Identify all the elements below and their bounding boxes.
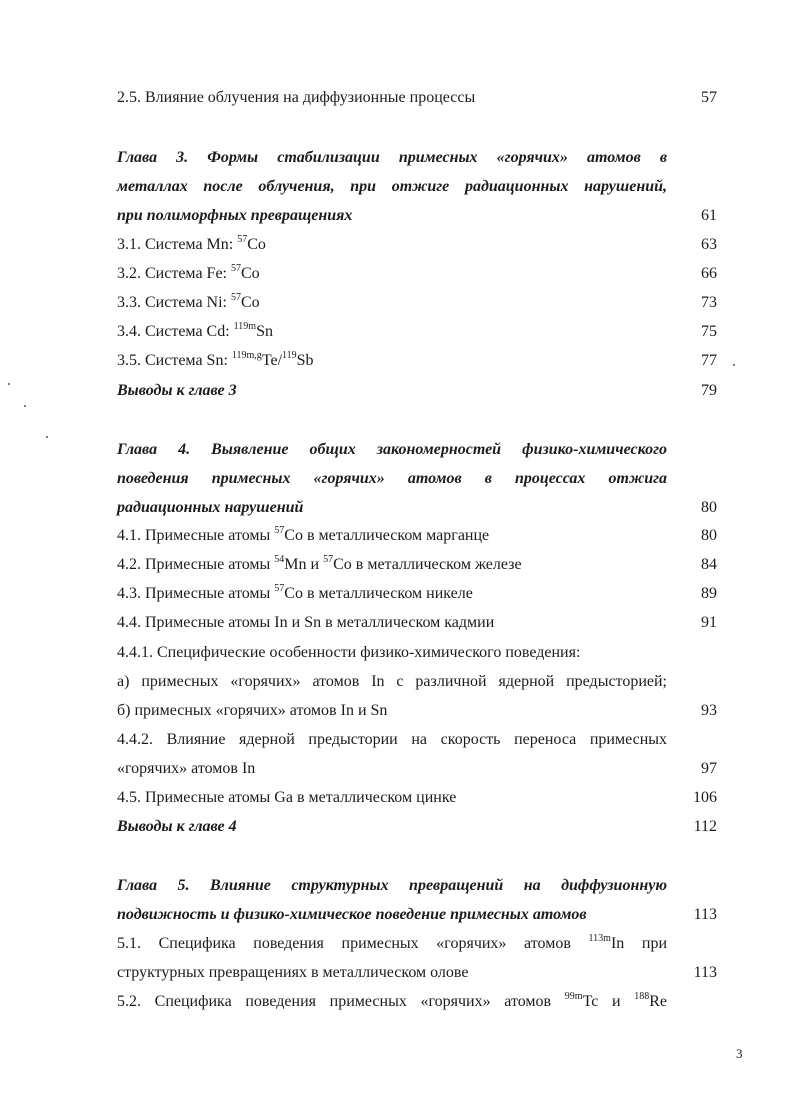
toc-page-5-1: 113 [693, 964, 717, 981]
toc-page-4-1: 80 [701, 527, 717, 544]
toc-entry-5-2-line-1: 5.2. Специфика поведения примесных «горячих» атомов $^{99m}$Tc и $^{188}$Re [117, 990, 667, 1010]
toc-page-4-4: 91 [701, 614, 717, 631]
toc-entry-2-5: 2.5. Влияние облучения на диффузионные процессы [117, 89, 476, 106]
chapter-5-title-line-2: подвижность и физико-химическое поведение примесных атомов [117, 906, 587, 923]
toc-page-concl4: 112 [693, 818, 717, 835]
chapter-3-conclusions: Выводы к главе 3 [117, 382, 237, 399]
scan-speck [733, 364, 735, 366]
toc-entry-4-1: 4.1. Примесные атомы $^{57}$Co в металлическом марганце [117, 524, 490, 544]
toc-page-3-3: 73 [701, 294, 717, 311]
chapter-5-title-line-1: Глава 5. Влияние структурных превращений на диффузионную [117, 877, 667, 894]
toc-page-4-4-1: 93 [701, 702, 717, 719]
scan-speck [46, 436, 48, 438]
toc-entry-4-5: 4.5. Примесные атомы Ga в металлическом цинке [117, 789, 457, 806]
toc-page-3-2: 66 [701, 265, 717, 282]
toc-entry-3-2: 3.2. Система Fe: $^{57}$Co [117, 262, 260, 282]
toc-entry-4-4-1-line-2: а) примесных «горячих» атомов In с различной ядерной предысторией; [117, 673, 667, 690]
toc-entry-4-4-1-line-1: 4.4.1. Специфические особенности физико-химического поведения: [117, 644, 581, 661]
toc-page-3-4: 75 [701, 323, 717, 340]
toc-entry-4-2: 4.2. Примесные атомы $^{54}$Mn и $^{57}$Co в металлическом железе [117, 553, 522, 573]
toc-page-concl3: 79 [701, 382, 717, 399]
scan-speck [24, 405, 26, 407]
toc-entry-4-4-1-line-3: б) примесных «горячих» атомов In и Sn [117, 702, 388, 719]
toc-entry-4-4: 4.4. Примесные атомы In и Sn в металлическом кадмии [117, 614, 495, 631]
chapter-3-title-line-2: металлах после облучения, при отжиге радиационных нарушений, [117, 178, 667, 195]
toc-page-ch3: 61 [701, 207, 717, 224]
page-number: 3 [736, 1046, 743, 1061]
toc-entry-3-1: 3.1. Система Mn: $^{57}$Co [117, 233, 266, 253]
toc-entry-5-1-line-2: структурных превращениях в металлическом олове [117, 964, 469, 981]
chapter-3-title-line-3: при полиморфных превращениях [117, 207, 353, 224]
toc-page-4-4-2: 97 [701, 760, 717, 777]
chapter-4-title-line-3: радиационных нарушений [117, 499, 304, 516]
toc-entry-4-4-2-line-1: 4.4.2. Влияние ядерной предыстории на скорость переноса примесных [117, 731, 667, 748]
toc-page-3-5: 77 [701, 352, 717, 369]
toc-entry-3-5: 3.5. Система Sn: $^{119m,g}$Te/$^{119}$Sb [117, 349, 314, 369]
toc-page-ch5: 113 [693, 906, 717, 923]
chapter-4-title-line-1: Глава 4. Выявление общих закономерностей физико-химического [117, 441, 667, 458]
chapter-4-conclusions: Выводы к главе 4 [117, 818, 237, 835]
toc-entry-4-4-2-line-2: «горячих» атомов In [117, 760, 256, 777]
chapter-4-title-line-2: поведения примесных «горячих» атомов в процессах отжига [117, 470, 667, 487]
toc-page-4-5: 106 [693, 789, 717, 806]
toc-entry-4-3: 4.3. Примесные атомы $^{57}$Co в металлическом никеле [117, 582, 473, 602]
toc-entry-3-3: 3.3. Система Ni: $^{57}$Co [117, 291, 260, 311]
scan-speck [8, 383, 10, 385]
chapter-3-title-line-1: Глава 3. Формы стабилизации примесных «горячих» атомов в [117, 149, 667, 166]
toc-entry-5-1-line-1: 5.1. Специфика поведения примесных «горячих» атомов $^{113m}$In при [117, 932, 668, 952]
toc-entry-3-4: 3.4. Система Cd: $^{119m}$Sn [117, 320, 273, 340]
toc-page-4-3: 89 [701, 585, 717, 602]
toc-page-ch4: 80 [701, 499, 717, 516]
toc-page-4-2: 84 [701, 556, 717, 573]
toc-page-3-1: 63 [701, 236, 717, 253]
toc-page-2-5: 57 [701, 89, 717, 106]
